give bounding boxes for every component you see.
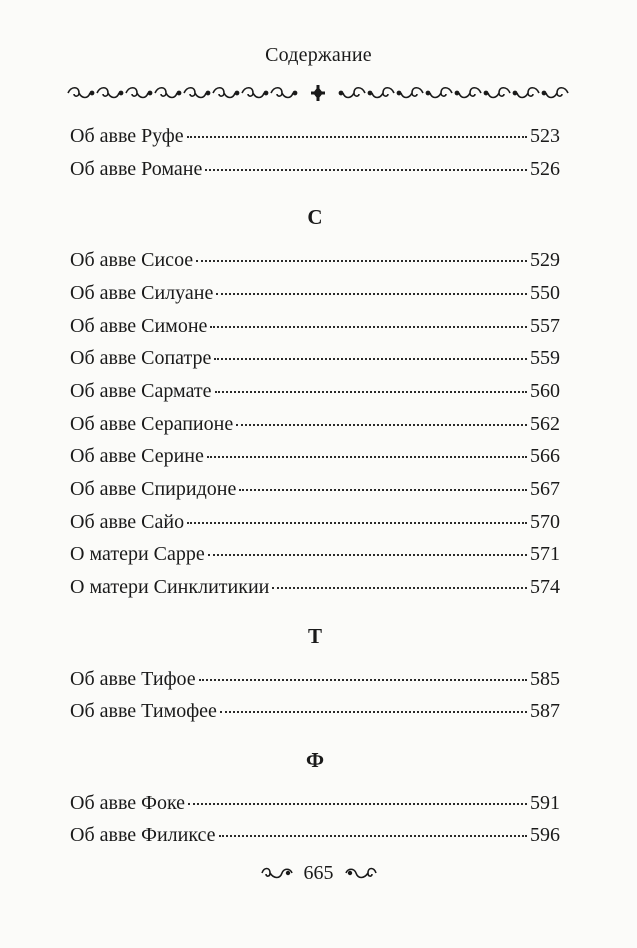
toc-entry	[70, 277, 560, 309]
dot-leader	[272, 587, 527, 589]
toc-entry-page: 559	[530, 347, 560, 370]
toc-entry	[70, 819, 560, 851]
toc-entry-label: Об авве Силуане	[70, 281, 214, 304]
dot-leader	[208, 554, 527, 556]
section-letter: С	[307, 205, 323, 230]
section-letter: Т	[307, 623, 322, 648]
toc-entry	[70, 342, 560, 374]
toc-entry-page: 585	[530, 667, 560, 690]
toc-entry-label: Об авве Сисое	[70, 249, 194, 272]
toc-entry	[70, 538, 560, 570]
toc-entry-page: 596	[530, 824, 560, 847]
toc-entry-page: 567	[530, 478, 560, 500]
toc-entry-page: 570	[530, 510, 560, 533]
toc-entry	[70, 120, 560, 152]
toc-entry-page: 574	[530, 576, 560, 599]
toc-entry-page: 571	[530, 543, 560, 566]
dot-leader	[188, 803, 527, 805]
toc-entry-label: Об авве Спиридоне	[70, 478, 237, 500]
dot-leader	[205, 169, 527, 171]
toc-entry	[70, 787, 560, 819]
toc-entry	[70, 473, 560, 505]
toc-entry	[70, 244, 560, 276]
toc-entry	[70, 663, 560, 695]
toc-entry-label: О матери Сарре	[70, 543, 205, 566]
toc-entry-page: 560	[530, 379, 560, 402]
toc-entry-page: 566	[530, 445, 560, 468]
toc-entry	[70, 695, 560, 727]
dot-leader	[239, 489, 527, 491]
section-letter: Ф	[305, 747, 325, 772]
dot-leader	[236, 424, 527, 426]
toc-entry-label: Об авве Тимофее	[70, 700, 217, 723]
toc-entry-label: Об авве Серине	[70, 445, 204, 468]
toc-entry-label: Об авве Сайо	[70, 510, 185, 533]
toc-entry	[70, 440, 560, 472]
running-header-title: Содержание	[265, 44, 372, 66]
toc-entry-page: 529	[530, 249, 560, 272]
toc-entry-page: 550	[530, 281, 560, 304]
scroll-ornament-icon	[64, 82, 572, 104]
toc-entry-page: 526	[530, 157, 560, 180]
toc-entry-label: Об авве Сармате	[70, 379, 212, 402]
page-number: 665	[303, 861, 334, 884]
dot-leader	[216, 293, 527, 295]
toc-entry-page: 557	[530, 314, 560, 337]
dot-leader	[210, 326, 527, 328]
toc-entry-label: Об авве Симоне	[70, 314, 208, 337]
toc-entry-label: Об авве Филиксе	[70, 824, 216, 847]
toc-entry	[70, 153, 560, 185]
toc-entry-page: 523	[530, 125, 560, 147]
dot-leader	[187, 522, 527, 524]
toc-entry-label: Об авве Фоке	[70, 791, 186, 814]
dot-leader	[214, 358, 527, 360]
toc-entry-page: 591	[530, 791, 560, 814]
toc-entry	[70, 375, 560, 407]
toc-entry-page: 587	[530, 700, 560, 723]
dot-leader	[215, 391, 527, 393]
dot-leader	[199, 679, 527, 681]
dot-leader	[187, 136, 527, 138]
dot-leader	[207, 456, 527, 458]
toc-entry-label: Об авве Сопатре	[70, 347, 212, 370]
dot-leader	[196, 260, 527, 262]
toc-entry-page: 562	[530, 412, 560, 435]
swirl-ornament-icon	[344, 865, 378, 881]
toc-entry	[70, 408, 560, 440]
toc-entry-label: О матери Синклитикии	[70, 576, 270, 599]
toc-entry-label: Об авве Руфе	[70, 125, 184, 147]
toc-entry-label: Об авве Романе	[70, 157, 203, 180]
toc-entry-label: Об авве Тифое	[70, 667, 196, 690]
dot-leader	[219, 835, 527, 837]
swirl-ornament-icon	[260, 865, 294, 881]
toc-entry-label: Об авве Серапионе	[70, 412, 234, 435]
toc-entry	[70, 571, 560, 603]
toc-entry	[70, 310, 560, 342]
dot-leader	[220, 711, 527, 713]
toc-entry	[70, 506, 560, 538]
page-footer	[0, 858, 637, 888]
